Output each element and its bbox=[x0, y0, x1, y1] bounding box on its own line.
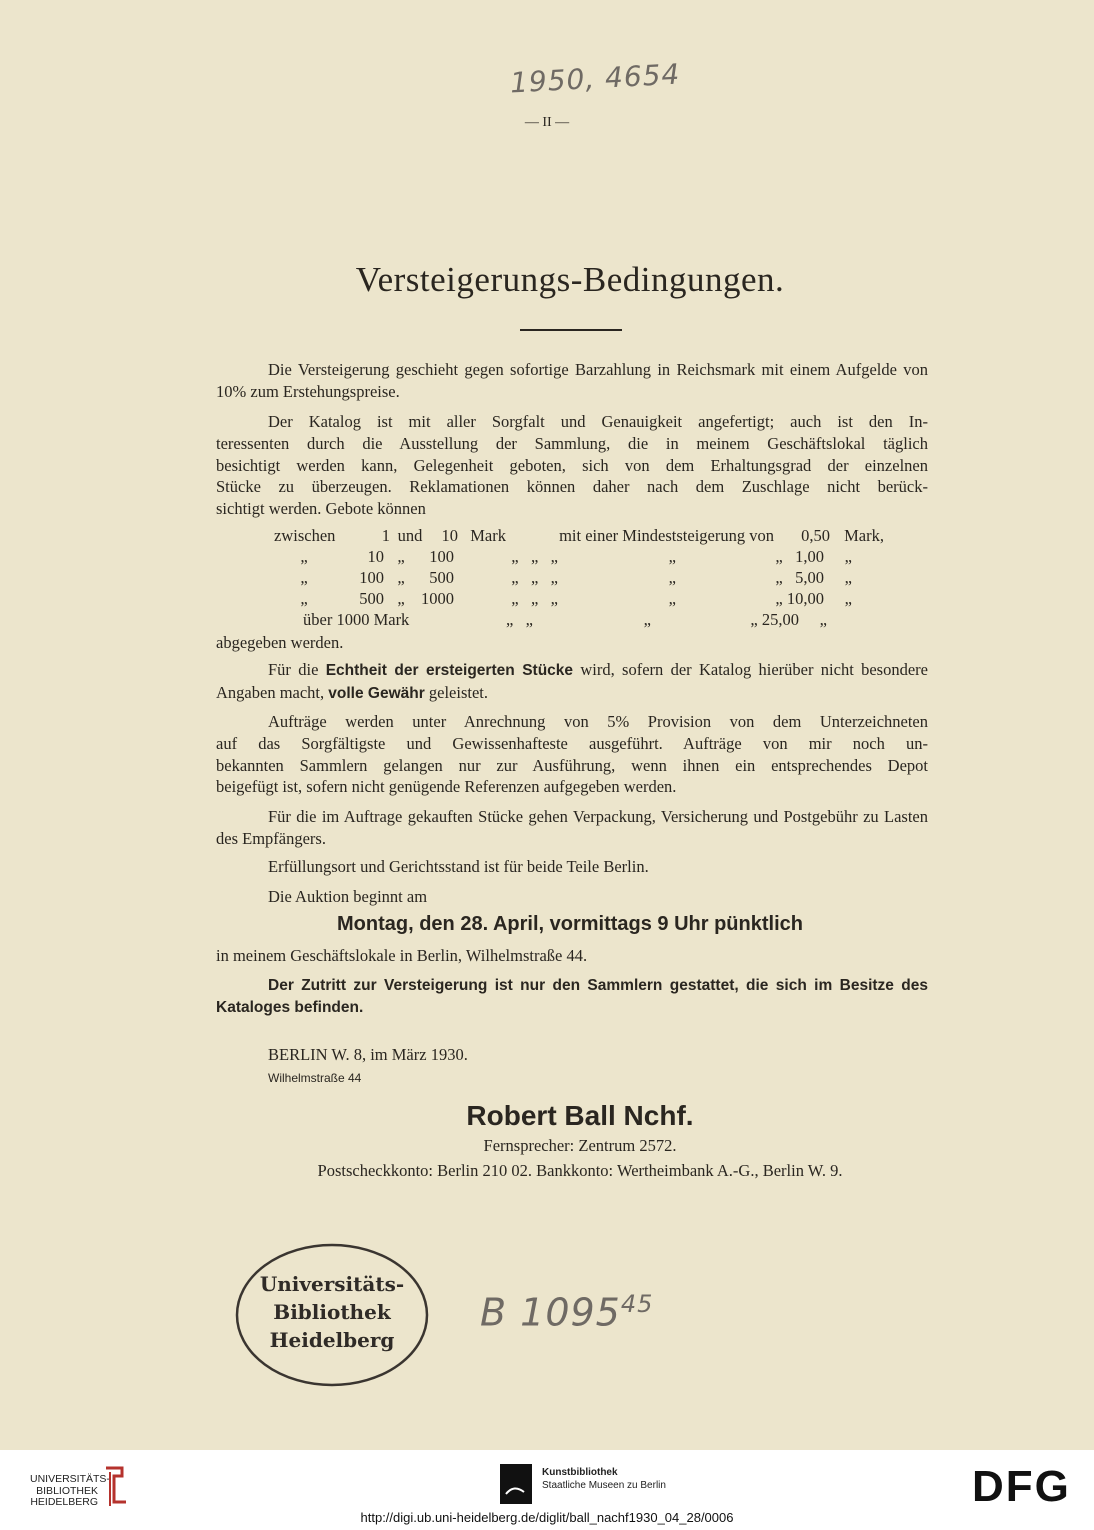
logo-line: Staatliche Museen zu Berlin bbox=[542, 1480, 666, 1491]
paragraph-line: Stücke zu überzeugen. Reklamationen können daher nach dem Zuschlage nicht berück- bbox=[216, 477, 928, 497]
text-span: geleistet. bbox=[424, 682, 488, 702]
page-title: Versteigerungs-Bedingungen. bbox=[355, 260, 785, 299]
paragraph-line: Der Katalog ist mit aller Sorgfalt und Genauigkeit angefertigt; auch ist den In- bbox=[268, 412, 928, 431]
paragraph-line: bekannten Sammlern gelangen nur zur Ausführung, wenn ihnen ein entsprechendes Depot bbox=[216, 755, 928, 775]
logo-line: BIBLIOTHEK bbox=[36, 1484, 98, 1497]
cell: mit einer Mindeststeigerung von bbox=[559, 526, 774, 545]
cell: 10 bbox=[441, 526, 458, 545]
paragraph-payment: Die Versteigerung geschieht gegen sofortige Barzahlung in Reichsmark mit einem Aufgelde von 10% zum Erstehungspreise. bbox=[216, 360, 928, 401]
cell: „ bbox=[397, 568, 405, 587]
bid-row bbox=[274, 589, 852, 609]
cell: „ bbox=[668, 568, 676, 587]
paragraph-jurisdiction: Erfüllungsort und Gerichtsstand ist für beide Teile Berlin. bbox=[268, 857, 649, 876]
paragraph-authenticity bbox=[216, 659, 928, 705]
title-divider bbox=[520, 329, 622, 331]
library-stamp bbox=[232, 1240, 432, 1390]
bid-row bbox=[303, 610, 827, 630]
cell: „ 1,00 bbox=[775, 547, 824, 566]
cell: „ bbox=[819, 610, 827, 629]
cell: 1 bbox=[381, 526, 390, 545]
paragraph-line: besichtigt werden kann, Gelegenheit geboten, sich von dem Erhaltungsgrad der einzelnen bbox=[216, 455, 928, 475]
auction-location: in meinem Geschäftslokale in Berlin, Wilhelmstraße 44. bbox=[216, 946, 588, 965]
cell: „ 25,00 bbox=[750, 610, 799, 629]
paragraph-line: beigefügt ist, sofern nicht genügende Referenzen aufgegeben werden. bbox=[216, 777, 677, 797]
kunstbibliothek-logo-icon bbox=[500, 1464, 532, 1504]
cell: Mark, bbox=[844, 526, 884, 545]
street-address: Wilhelmstraße 44 bbox=[268, 1071, 362, 1085]
cell: „ bbox=[397, 589, 405, 608]
handwritten-shelfmark-bottom bbox=[480, 1290, 653, 1335]
cell: 1000 bbox=[421, 589, 454, 608]
cell: „ „ „ bbox=[511, 547, 558, 566]
logo-line: UNIVERSITÄTS- bbox=[30, 1473, 110, 1485]
cell: „ bbox=[300, 589, 308, 608]
paragraph-admission: Der Zutritt zur Versteigerung ist nur den Sammlern gestattet, die sich im Besitze des Kataloges befinden. bbox=[216, 977, 928, 1016]
cell: „ 10,00 bbox=[775, 589, 824, 608]
paragraph-auction-start: Die Auktion beginnt am bbox=[268, 887, 428, 906]
cell: „ bbox=[844, 568, 852, 587]
stamp-line: Universitäts- bbox=[259, 1272, 405, 1296]
paragraph-line: sichtigt werden. Gebote können bbox=[216, 499, 426, 519]
city-date: BERLIN W. 8, im März 1930. bbox=[268, 1045, 468, 1064]
paragraph-line: teressenten durch die Ausstellung der Sammlung, die in meinem Geschäftslokal täglich bbox=[216, 433, 928, 453]
auction-date: Montag, den 28. April, vormittags 9 Uhr pünktlich bbox=[337, 913, 803, 935]
cell: zwischen bbox=[274, 526, 336, 545]
paragraph-shipping: Für die im Auftrage gekauften Stücke gehen Verpackung, Versicherung und Postgebühr zu Lasten des Empfängers. bbox=[216, 807, 928, 848]
cell: „ bbox=[300, 547, 308, 566]
cell: „ 5,00 bbox=[775, 568, 824, 587]
bid-row bbox=[274, 547, 852, 567]
cell: 100 bbox=[429, 547, 454, 566]
cell: „ bbox=[668, 547, 676, 566]
cell: Mark bbox=[470, 526, 506, 545]
cell: „ „ bbox=[505, 610, 533, 629]
source-url[interactable]: http://digi.ub.uni-heidelberg.de/diglit/ball_nachf1930_04_28/0006 bbox=[360, 1510, 734, 1525]
paragraph-line: Aufträge werden unter Anrechnung von 5% Provision von dem Unterzeichneten bbox=[268, 712, 928, 731]
stamp-line: Heidelberg bbox=[269, 1328, 395, 1352]
cell: „ bbox=[668, 589, 676, 608]
cell: „ „ „ bbox=[511, 568, 558, 587]
cell: „ „ „ bbox=[511, 589, 558, 608]
page-number: — II — bbox=[524, 115, 570, 130]
text-span-bold: Echtheit der ersteigerten Stücke bbox=[325, 662, 574, 679]
logo-line: Kunstbibliothek bbox=[542, 1467, 618, 1478]
logo-line: HEIDELBERG bbox=[30, 1496, 98, 1508]
cell: 0,50 bbox=[801, 526, 830, 545]
cell: 500 bbox=[359, 589, 384, 608]
paragraph-line: auf das Sorgfältigste und Gewissenhafteste ausgeführt. Aufträge von mir noch un- bbox=[216, 733, 928, 753]
cell: „ bbox=[300, 568, 308, 587]
paragraph-catalog bbox=[216, 411, 928, 520]
firm-name: Robert Ball Nchf. bbox=[466, 1100, 694, 1131]
uni-heidelberg-logo-icon bbox=[102, 1464, 130, 1508]
cell: über 1000 Mark bbox=[303, 610, 410, 629]
cell: 100 bbox=[359, 568, 384, 587]
cell: 10 bbox=[367, 547, 384, 566]
cell: „ bbox=[397, 547, 405, 566]
cell: „ bbox=[844, 589, 852, 608]
bid-row bbox=[274, 526, 884, 546]
text-span-bold: volle Gewähr bbox=[328, 684, 425, 702]
cell: und bbox=[397, 526, 423, 545]
uni-heidelberg-logo-text bbox=[30, 1473, 110, 1509]
paragraph-orders bbox=[216, 711, 928, 798]
cell: „ bbox=[844, 547, 852, 566]
paragraph-abgegeben: abgegeben werden. bbox=[216, 633, 344, 652]
bid-row bbox=[274, 568, 852, 588]
handwritten-superscript: 45 bbox=[620, 1290, 654, 1318]
cell: „ bbox=[643, 610, 651, 629]
cell: 500 bbox=[429, 568, 454, 587]
stamp-line: Bibliothek bbox=[273, 1300, 391, 1324]
handwritten-main: B 1095 bbox=[480, 1290, 621, 1335]
handwritten-shelfmark-top: 1950, 4654 bbox=[509, 57, 682, 100]
accounts-line: Postscheckkonto: Berlin 210 02. Bankkonto: Wertheimbank A.-G., Berlin W. 9. bbox=[317, 1161, 843, 1180]
text-span: wird, sofern der Katalog hierüber nicht besondere Angaben macht, bbox=[216, 660, 928, 702]
text-span: Für die bbox=[268, 660, 326, 679]
phone-line: Fernsprecher: Zentrum 2572. bbox=[483, 1136, 677, 1155]
dfg-logo: DFG bbox=[972, 1462, 1071, 1511]
kunstbibliothek-logo-text bbox=[542, 1466, 666, 1492]
